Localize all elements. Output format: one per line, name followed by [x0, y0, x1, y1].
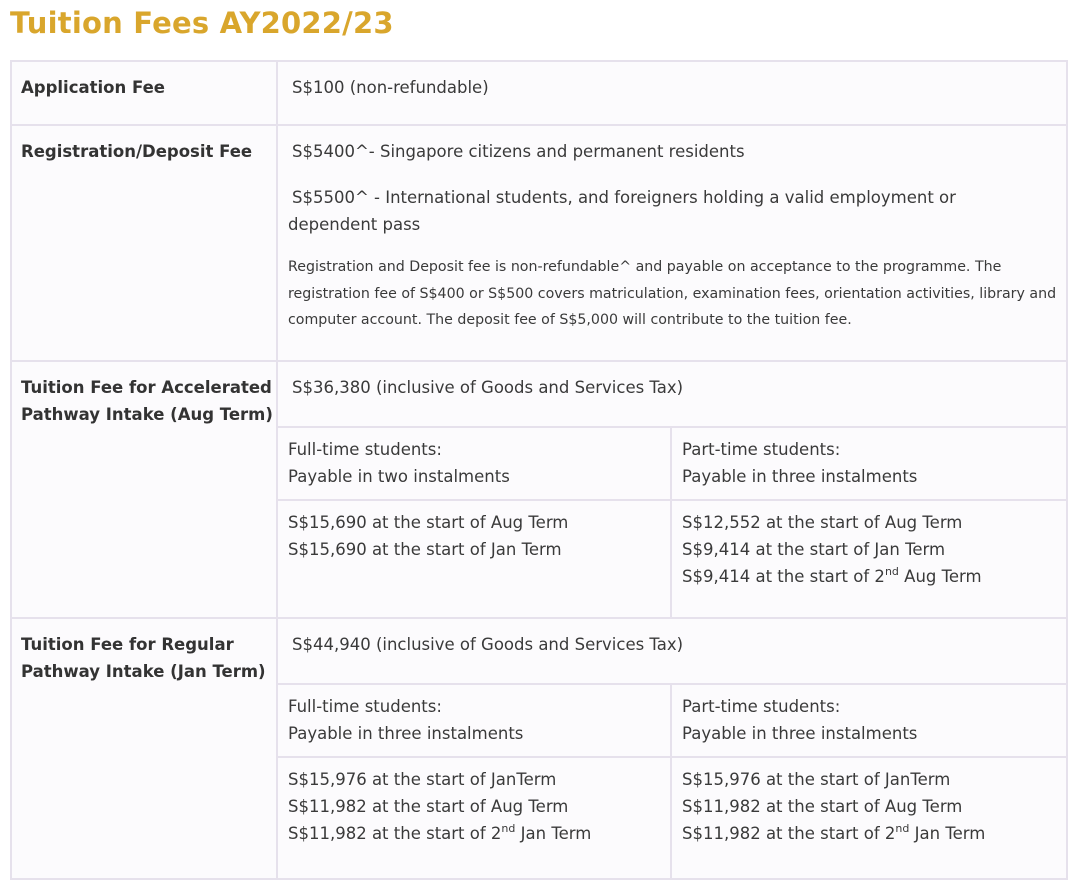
registration-fee-label	[11, 125, 277, 361]
registration-fee-label-text: Registration/Deposit Fee	[21, 142, 253, 161]
regular-total: S$44,940 (inclusive of Goods and Services Tax)	[292, 635, 684, 654]
registration-fee-international: S$5500^ - International students, and foreigners holding a valid employment or	[292, 188, 956, 207]
accelerated-fulltime-header	[277, 427, 671, 500]
registration-note-line-2: registration fee of S$400 or S$500 covers matriculation, examination fees, orientation activities, library and	[288, 285, 1057, 302]
accelerated-fulltime-header-2: Payable in two instalments	[288, 467, 510, 486]
regular-total-row	[11, 618, 1067, 684]
accelerated-parttime-header	[671, 427, 1067, 500]
accelerated-label-line-2: Pathway Intake (Aug Term)	[21, 405, 273, 424]
ordinal-suffix: nd	[884, 565, 899, 578]
accelerated-fee-label	[11, 361, 277, 618]
accelerated-fulltime-instalment-2: S$15,690 at the start of Jan Term	[288, 540, 562, 559]
accelerated-fulltime-instalment-1: S$15,690 at the start of Aug Term	[288, 513, 569, 532]
application-fee-label	[11, 61, 277, 125]
accelerated-label-line-1: Tuition Fee for Accelerated	[21, 378, 272, 397]
accelerated-parttime-instalment-3-post: Aug Term	[898, 567, 982, 586]
accelerated-total: S$36,380 (inclusive of Goods and Services Tax)	[292, 378, 684, 397]
regular-fulltime-header-2: Payable in three instalments	[288, 724, 524, 743]
accelerated-total-cell	[277, 361, 1067, 427]
regular-label-line-2: Pathway Intake (Jan Term)	[21, 662, 266, 681]
page-title: Tuition Fees AY2022/23	[10, 6, 394, 40]
ordinal-suffix: nd	[501, 822, 516, 835]
registration-fee-row	[11, 125, 1067, 361]
application-fee-label-text: Application Fee	[21, 78, 165, 97]
regular-fulltime-header	[277, 684, 671, 757]
accelerated-parttime-instalment-2: S$9,414 at the start of Jan Term	[682, 540, 946, 559]
regular-fulltime-header-1: Full-time students:	[288, 697, 442, 716]
accelerated-parttime-header-1: Part-time students:	[682, 440, 841, 459]
regular-parttime-instalment-1: S$15,976 at the start of JanTerm	[682, 770, 951, 789]
accelerated-parttime-instalment-1: S$12,552 at the start of Aug Term	[682, 513, 963, 532]
regular-label-line-1: Tuition Fee for Regular	[21, 635, 234, 654]
application-fee-row	[11, 61, 1067, 125]
registration-fee-value-cell	[277, 125, 1067, 361]
accelerated-total-row	[11, 361, 1067, 427]
registration-fee-note	[288, 254, 1056, 334]
regular-parttime-header-1: Part-time students:	[682, 697, 841, 716]
registration-note-line-1: Registration and Deposit fee is non-refundable^ and payable on acceptance to the programme. The	[288, 259, 1002, 275]
application-fee-value: S$100 (non-refundable)	[292, 78, 489, 97]
registration-fee-local: S$5400^- Singapore citizens and permanent residents	[292, 142, 745, 161]
application-fee-value-cell	[277, 61, 1067, 125]
regular-parttime-header	[671, 684, 1067, 757]
accelerated-parttime-instalments	[671, 500, 1067, 618]
regular-fulltime-instalment-3-pre: S$11,982 at the start of 2	[288, 824, 502, 843]
accelerated-fulltime-instalments	[277, 500, 671, 618]
regular-parttime-instalment-3	[682, 820, 1056, 847]
accelerated-parttime-header-2: Payable in three instalments	[682, 467, 918, 486]
accelerated-parttime-instalment-3	[682, 563, 1056, 590]
regular-fee-label	[11, 618, 277, 879]
tuition-fee-table	[10, 60, 1068, 880]
regular-parttime-instalments	[671, 757, 1067, 879]
accelerated-parttime-instalment-3-pre: S$9,414 at the start of 2	[682, 567, 885, 586]
accelerated-fulltime-header-1: Full-time students:	[288, 440, 442, 459]
regular-parttime-instalment-3-pre: S$11,982 at the start of 2	[682, 824, 896, 843]
regular-fulltime-instalment-3-post: Jan Term	[515, 824, 592, 843]
regular-fulltime-instalment-2: S$11,982 at the start of Aug Term	[288, 797, 569, 816]
registration-fee-international-cont: dependent pass	[288, 215, 421, 234]
registration-note-line-3: computer account. The deposit fee of S$5,000 will contribute to the tuition fee.	[288, 312, 852, 328]
regular-total-cell	[277, 618, 1067, 684]
regular-parttime-instalment-3-post: Jan Term	[909, 824, 986, 843]
regular-fulltime-instalments	[277, 757, 671, 879]
ordinal-suffix: nd	[895, 822, 910, 835]
regular-fulltime-instalment-3	[288, 820, 660, 847]
regular-fulltime-instalment-1: S$15,976 at the start of JanTerm	[288, 770, 557, 789]
regular-parttime-instalment-2: S$11,982 at the start of Aug Term	[682, 797, 963, 816]
regular-parttime-header-2: Payable in three instalments	[682, 724, 918, 743]
